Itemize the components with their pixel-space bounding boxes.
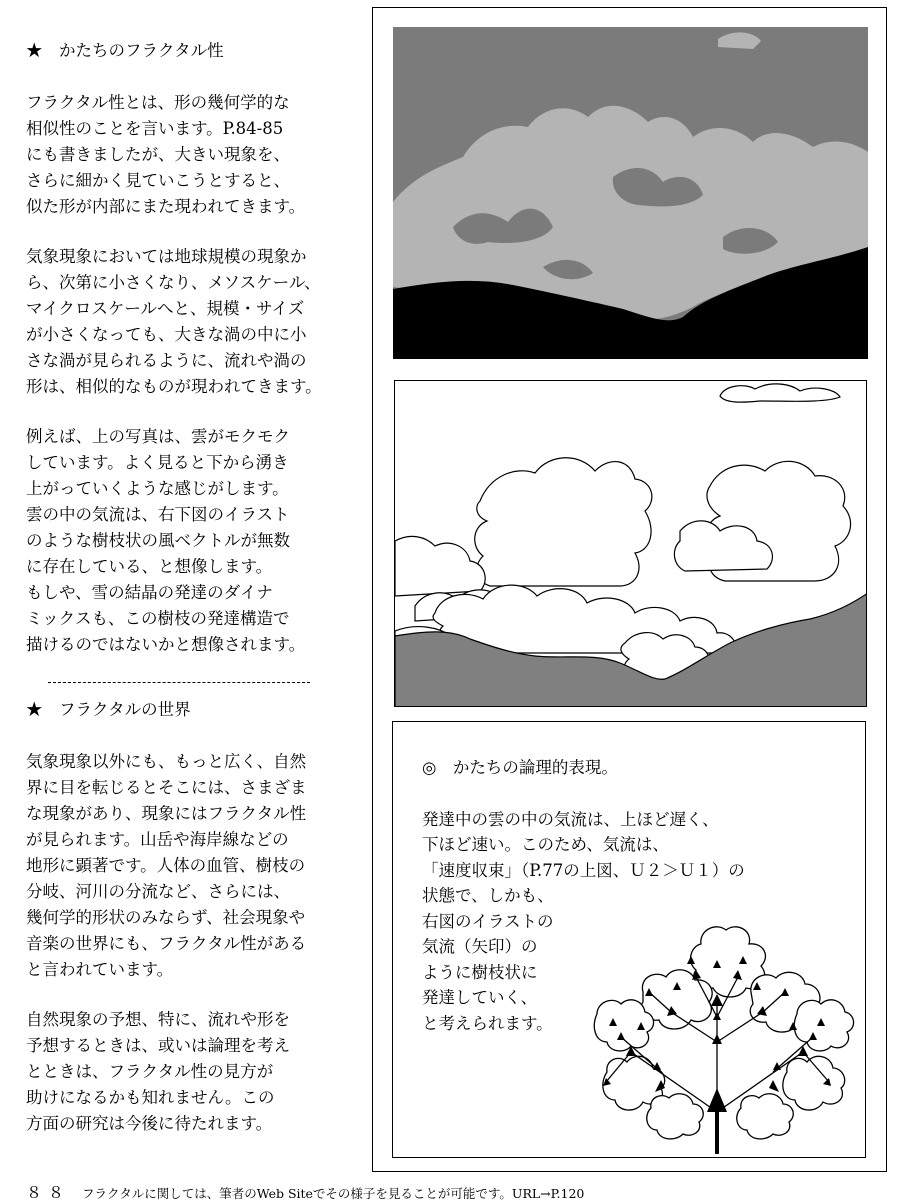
footer-note: フラクタルに関しては、筆者のWeb Siteでその様子を見ることが可能です。URL→P.120 [82, 1186, 585, 1201]
paragraph [26, 1007, 366, 1137]
logic-text [422, 755, 745, 1036]
text-line: 予想するときは、或いは論理を考え [26, 1036, 290, 1055]
logic-title: ◎ かたちの論理的表現。 [422, 758, 618, 777]
text-line: 助けになるかも知れません。この [26, 1088, 275, 1107]
cloud-photo [393, 27, 868, 359]
paragraph [26, 424, 366, 658]
text-line: 雲の中の気流は、右下図のイラスト [26, 505, 290, 524]
text-line: とときは、フラクタル性の見方が [26, 1062, 274, 1081]
section-heading-fractal-form: ★ かたちのフラクタル性 [26, 41, 224, 60]
paragraph [26, 244, 366, 400]
text-line: ら、次第に小さくなり、メソスケール、 [26, 273, 321, 292]
text-line: 例えば、上の写真は、雲がモクモク [26, 427, 290, 446]
cloud-illustration [394, 380, 867, 707]
logic-line: 発達していく、 [422, 988, 538, 1007]
text-line: ミックスも、この樹枝の発達構造で [26, 609, 290, 628]
section1-body [26, 90, 366, 658]
paragraph [26, 90, 366, 220]
section-divider [48, 682, 310, 683]
section2-body [26, 749, 366, 1137]
text-line: もしや、雪の結晶の発達のダイナ [26, 583, 273, 602]
text-line: 音楽の世界にも、フラクタル性がある [26, 934, 307, 953]
logic-line: 発達中の雲の中の気流は、上ほど遅く、 [422, 809, 719, 829]
text-line: 相似性のことを言います。P.84-85 [26, 119, 284, 138]
text-line: が見られます。山岳や海岸線などの [26, 830, 289, 849]
text-line: 地形に顕著です。人体の血管、樹枝の [26, 856, 306, 875]
logic-line: ように樹枝状に [422, 962, 538, 982]
text-line: と言われています。 [26, 960, 174, 979]
text-line: しています。よく見ると下から湧き [26, 453, 289, 472]
text-line: な現象があり、現象にはフラクタル性 [26, 804, 307, 823]
text-line: 上がっていくような感じがします。 [26, 479, 289, 498]
text-line: フラクタル性とは、形の幾何学的な [26, 93, 290, 112]
cloud-illustration-drawing [395, 381, 867, 707]
text-line: さらに細かく見ていこうとすると、 [26, 171, 290, 190]
section-heading-fractal-world: ★ フラクタルの世界 [26, 700, 191, 719]
page-number: ８８ [26, 1183, 71, 1202]
logic-line: 気流（矢印）の [422, 937, 538, 956]
text-line: 分岐、河川の分流など、さらには、 [26, 882, 290, 901]
logic-line: 右図のイラストの [422, 911, 554, 931]
logic-lines [422, 807, 745, 1037]
left-column [26, 38, 366, 1161]
text-line: 自然現象の予想、特に、流れや形を [26, 1010, 290, 1029]
text-line: マイクロスケールへと、規模・サイズ [26, 299, 305, 318]
text-line: 形は、相似的なものが現われてきます。 [26, 377, 322, 396]
text-line: が小さくなっても、大きな渦の中に小 [26, 325, 307, 344]
text-line: にも書きましたが、大きい現象を、 [26, 145, 290, 164]
logic-line: と考えられます。 [422, 1013, 553, 1033]
text-line: 描けるのではないかと想像されます。 [26, 635, 306, 654]
logic-line: 状態で、しかも、 [422, 886, 554, 905]
logic-line: 下ほど速い。このため、気流は、 [422, 835, 669, 854]
text-line: 幾何学的形状のみならず、社会現象や [26, 908, 306, 927]
text-line: 界に目を転じるとそこには、さまざま [26, 778, 307, 797]
text-line: さな渦が見られるように、流れや渦の [26, 351, 307, 370]
logic-line: 「速度収束」（P.77の上図、Ｕ２＞Ｕ１）の [422, 860, 745, 880]
text-line: 気象現象以外にも、もっと広く、自然 [26, 752, 307, 771]
text-line: に存在している、と想像します。 [26, 557, 273, 576]
text-line: 気象現象においては地球規模の現象か [26, 247, 307, 266]
text-line: のような樹枝状の風ベクトルが無数 [26, 531, 290, 550]
paragraph [26, 749, 366, 983]
text-line: 方面の研究は今後に待たれます。 [26, 1114, 273, 1133]
cloud-photo-image [393, 27, 868, 359]
text-line: 似た形が内部にまた現われてきます。 [26, 197, 306, 216]
